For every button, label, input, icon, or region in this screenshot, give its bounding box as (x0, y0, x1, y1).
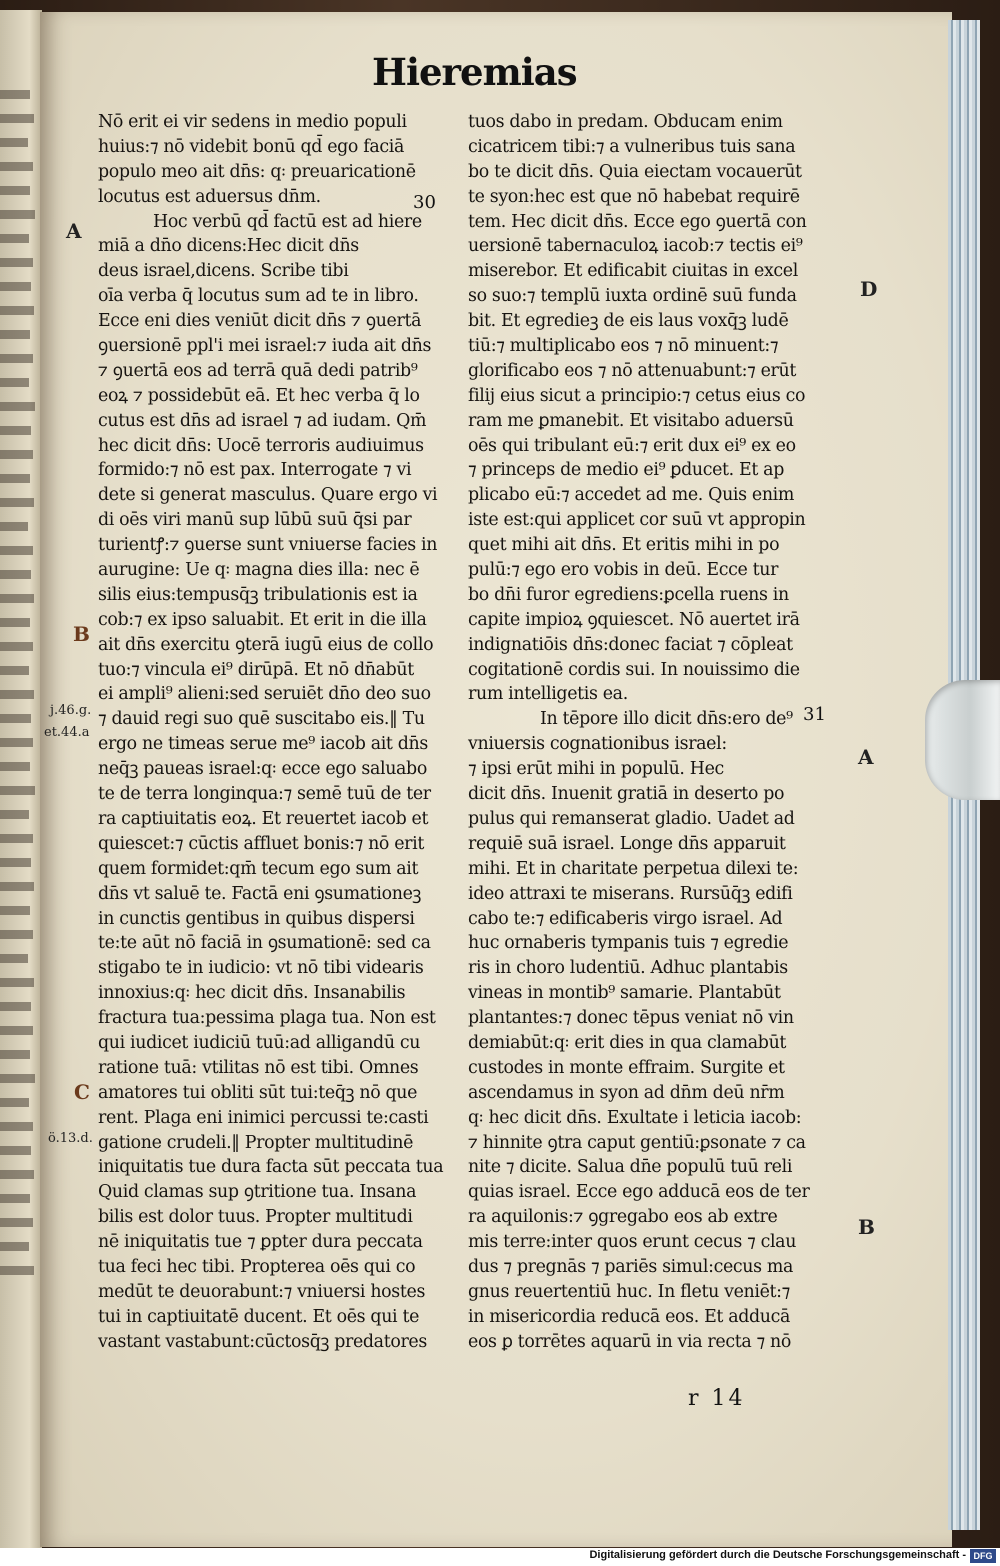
marginal-reference-1: j.46.g. (50, 703, 92, 718)
text-line: pulū:⁊ ego ero vobis in deū. Ecce tur (468, 560, 779, 581)
text-line: te:te aūt nō faciā in ꝯsumationē: sed ca (98, 933, 431, 954)
text-line: dus ⁊ pregnās ⁊ pariēs simul:cecus ma (468, 1256, 794, 1277)
text-line: In tēpore illo dicit dn̄s:ero de⁹ (540, 709, 793, 730)
text-line: ⁊ dauid regi suo quē suscitabo eis.‖ Tu (98, 709, 425, 730)
text-line: nite ⁊ dicite. Salua dn̄e populū tuū reli (468, 1157, 793, 1178)
text-line: amatores tui obliti sūt tui:teq̄ꝫ nō que (98, 1082, 418, 1103)
text-line: demiabūt:q꞉ erit dies in qua clamabūt (468, 1032, 787, 1053)
text-line: tui in captiuitatē ducent. Et oēs qui te (98, 1306, 420, 1327)
text-line: iste est:qui applicet cor suū vt appropin (468, 510, 806, 531)
funding-credit: Digitalisierung gefördert durch die Deutsche Forschungsgemeinschaft - (589, 1549, 966, 1561)
text-line: cob:⁊ ex ipso saluabit. Et erit in die illa (98, 609, 427, 630)
marginal-letter-a-right: A (858, 745, 874, 769)
text-line: glorificabo eos ⁊ nō attenuabunt:⁊ erūt (468, 360, 796, 381)
marginal-letter-b-left: B (73, 622, 90, 646)
text-line: ratione tuā: vtilitas nō est tibi. Omnes (98, 1057, 419, 1078)
text-line: Quid clamas sup ꝯtritione tua. Insana (98, 1182, 417, 1203)
text-line: custodes in monte effraim. Surgite et (468, 1057, 785, 1078)
text-line: plicabo eū:⁊ accedet ad me. Quis enim (468, 485, 795, 506)
marginal-letter-c-left: C (74, 1080, 90, 1104)
text-line: silis eius:tempusq̄ꝫ tribulationis est ia (98, 584, 418, 605)
running-head: Hieremias (372, 50, 577, 94)
text-line: qui iudicet iudiciū tuū:ad alligandū cu (98, 1032, 421, 1053)
text-line: rent. Plaga eni inimici percussi te:casti (98, 1107, 429, 1128)
text-line: stigabo te in iudicio: vt nō tibi videaris (98, 958, 424, 979)
text-line: ⁊ hinnite ꝯtra caput gentiū:ꝑsonate ⁊ ca (468, 1132, 806, 1153)
text-line: ait dn̄s exercitu ꝯterā iugū eius de collo (98, 634, 434, 655)
text-line: capite impioꝝ ꝯquiescet. Nō auertet irā (468, 609, 800, 630)
text-line: in cunctis gentibus in quibus dispersi (98, 908, 415, 929)
text-line: uersionē tabernaculoꝝ iacob:⁊ tectis ei⁹ (468, 236, 803, 257)
text-line: neq̄ꝫ paueas israel:q꞉ ecce ego saluabo (98, 759, 427, 780)
text-line: in misericordia reducā eos. Et adducā (468, 1306, 791, 1327)
text-line: eos ꝑ torrētes aquarū in via recta ⁊ nō (468, 1331, 791, 1352)
marginal-letter-d-right: D (860, 277, 878, 301)
text-line: bo dn̄i furor egrediens:ꝑcella ruens in (468, 584, 789, 605)
text-line: requiē suā israel. Longe dn̄s apparuit (468, 833, 786, 854)
gathering-signature: r 14 (688, 1386, 746, 1411)
text-line: cicatricem tibi:⁊ a vulneribus tuis sana (468, 136, 796, 157)
text-line: miā a dn̄o dicens:Hec dicit dn̄s (98, 236, 359, 257)
text-line: di oēs viri manū sup lūbū suū q̄si par (98, 510, 412, 531)
text-line: te syon:hec est que nō habebat requirē (468, 186, 800, 207)
text-line: q꞉ hec dicit dn̄s. Exultate i leticia iacob: (468, 1107, 802, 1128)
text-line: fractura tua:pessima plaga tua. Non est (98, 1008, 436, 1029)
text-line: oīa verba q̄ locutus sum ad te in libro. (98, 286, 419, 307)
text-line: nē iniquitatis tue ⁊ ꝑpter dura peccata (98, 1232, 423, 1253)
marginal-reference-2: et.44.a (44, 725, 90, 740)
text-line: locutus est aduersus dn̄m. (98, 186, 321, 207)
text-line: bit. Et egredieꝫ de eis laus voxq̄ꝫ ludē (468, 311, 789, 332)
text-line: ⁊ ꝯuertā eos ad terrā quā dedi patrib⁹ (98, 360, 418, 381)
text-line: oēs qui tribulant eū:⁊ erit dux ei⁹ ex eo (468, 435, 796, 456)
text-line: quias israel. Ecce ego adducā eos de ter (468, 1182, 810, 1203)
text-line: vastant vastabunt:cūctosq̄ꝫ predatores (98, 1331, 427, 1352)
text-line: miserebor. Et edificabit ciuitas in excel (468, 261, 798, 282)
right-column (468, 110, 818, 1355)
text-line: plantantes:⁊ donec tēpus veniat nō vin (468, 1008, 794, 1029)
text-line: innoxius:q꞉ hec dicit dn̄s. Insanabilis (98, 983, 406, 1004)
text-line: ideo attraxi te miserans. Rursūq̄ꝫ edifi (468, 883, 793, 904)
text-line: pulus qui remanserat gladio. Uadet ad (468, 808, 795, 829)
marginal-reference-3: ö.13.d. (48, 1131, 93, 1146)
text-line: tuo:⁊ vincula ei⁹ dirūpā. Et nō dn̄abūt (98, 659, 414, 680)
text-line: iniquitatis tue dura facta sūt peccata tua (98, 1157, 444, 1178)
text-line: gatione crudeli.‖ Propter multitudinē (98, 1132, 414, 1153)
text-line: bilis est dolor tuus. Propter multitudi (98, 1207, 413, 1228)
text-line: ra aquilonis:⁊ ꝯgregabo eos ab extre (468, 1207, 778, 1228)
text-line: aurugine: Ue q꞉ magna dies illa: nec ē (98, 560, 420, 581)
text-line: cogitationē cordis sui. In nouissimo die (468, 659, 800, 680)
text-line: huius:⁊ nō videbit bonū qd̄ ego faciā (98, 136, 404, 157)
left-column (98, 110, 448, 1355)
chapter-number-30: 30 (413, 192, 436, 213)
marginal-letter-a-left: A (66, 219, 82, 243)
text-line: ergo ne timeas serue me⁹ iacob ait dn̄s (98, 734, 428, 755)
marginal-letter-b-right: B (858, 1215, 875, 1239)
text-line: so suo:⁊ templū iuxta ordinē suū funda (468, 286, 797, 307)
text-line: tua feci hec tibi. Propterea oēs qui co (98, 1256, 416, 1277)
text-line: Ecce eni dies veniūt dicit dn̄s ⁊ ꝯuertā (98, 311, 422, 332)
text-line: vineas in montib⁹ samarie. Plantabūt (468, 983, 781, 1004)
text-line: ⁊ princeps de medio ei⁹ ꝑducet. Et ap (468, 460, 784, 481)
text-line: mis terre:inter quos erunt cecus ⁊ clau (468, 1232, 797, 1253)
text-line: ascendamus in syon ad dn̄m deū nr̄m (468, 1082, 785, 1103)
text-line: medūt te deuorabunt:⁊ vniuersi hostes (98, 1281, 426, 1302)
text-line: ram me ꝑmanebit. Et visitabo aduersū (468, 410, 794, 431)
book-clip (925, 680, 1000, 800)
text-line: dn̄s vt saluē te. Factā eni ꝯsumationeꝫ (98, 883, 422, 904)
text-line: cutus est dn̄s ad israel ⁊ ad iudam. Qm̄ (98, 410, 427, 431)
text-line: hec dicit dn̄s: Uocē terroris audiuimus (98, 435, 424, 456)
text-line: ⁊ ipsi erūt mihi in populū. Hec (468, 759, 724, 780)
text-line: rum intelligetis ea. (468, 684, 628, 705)
chapter-number-31: 31 (803, 704, 826, 725)
text-line: huc ornaberis tympanis tuis ⁊ egredie (468, 933, 789, 954)
text-line: bo te dicit dn̄s. Quia eiectam vocauerūt (468, 161, 802, 182)
text-line: tem. Hec dicit dn̄s. Ecce ego ꝯuertā con (468, 211, 807, 232)
text-line: Hoc verbū qd̄ factū est ad hiere (153, 211, 422, 232)
text-line: ra captiuitatis eoꝝ. Et reuertet iacob et (98, 808, 429, 829)
text-line: cabo te:⁊ edificaberis virgo israel. Ad (468, 908, 783, 929)
dfg-logo: DFG (970, 1549, 996, 1563)
previous-page-edge (0, 10, 42, 1548)
text-line: indignatiōis dn̄s:donec faciat ⁊ cōpleat (468, 634, 793, 655)
text-line: formido:⁊ nō est pax. Interrogate ⁊ vi (98, 460, 412, 481)
text-line: filij eius sicut a principio:⁊ cetus eius co (468, 385, 806, 406)
text-line: te de terra longinqua:⁊ semē tuū de ter (98, 784, 431, 805)
text-line: eoꝝ ⁊ possidebūt eā. Et hec verba q̄ lo (98, 385, 420, 406)
text-line: Nō erit ei vir sedens in medio populi (98, 112, 407, 132)
text-line: ꝯuersionē ppl'i mei israel:⁊ iuda ait dn̄s (98, 336, 432, 357)
text-line: tuos dabo in predam. Obducam enim (468, 112, 783, 132)
text-line: ei ampli⁹ alieni:sed seruiēt dn̄o deo suo (98, 684, 431, 705)
text-line: ris in choro ludentiū. Adhuc plantabis (468, 958, 788, 979)
text-line: quet mihi ait dn̄s. Et eritis mihi in po (468, 535, 780, 556)
text-line: tiū:⁊ multiplicabo eos ⁊ nō minuent:⁊ (468, 336, 779, 357)
text-line: mihi. Et in charitate perpetua dilexi te: (468, 858, 799, 879)
text-line: dicit dn̄s. Inuenit gratiā in deserto po (468, 784, 785, 805)
text-line: dete si generat masculus. Quare ergo vi (98, 485, 438, 506)
text-line: populo meo ait dn̄s: q꞉ preuaricationē (98, 161, 416, 182)
text-line: vniuersis cognationibus israel: (468, 734, 727, 755)
text-line: gnus reuertentiū huc. In fletu veniēt:⁊ (468, 1281, 790, 1302)
text-line: turientꝭ:⁊ ꝯuerse sunt vniuerse facies in (98, 535, 438, 556)
text-line: quiescet:⁊ cūctis affluet bonis:⁊ nō erit (98, 833, 424, 854)
text-line: deus israel,dicens. Scribe tibi (98, 261, 349, 282)
text-line: quem formidet:qm̄ tecum ego sum ait (98, 858, 419, 879)
